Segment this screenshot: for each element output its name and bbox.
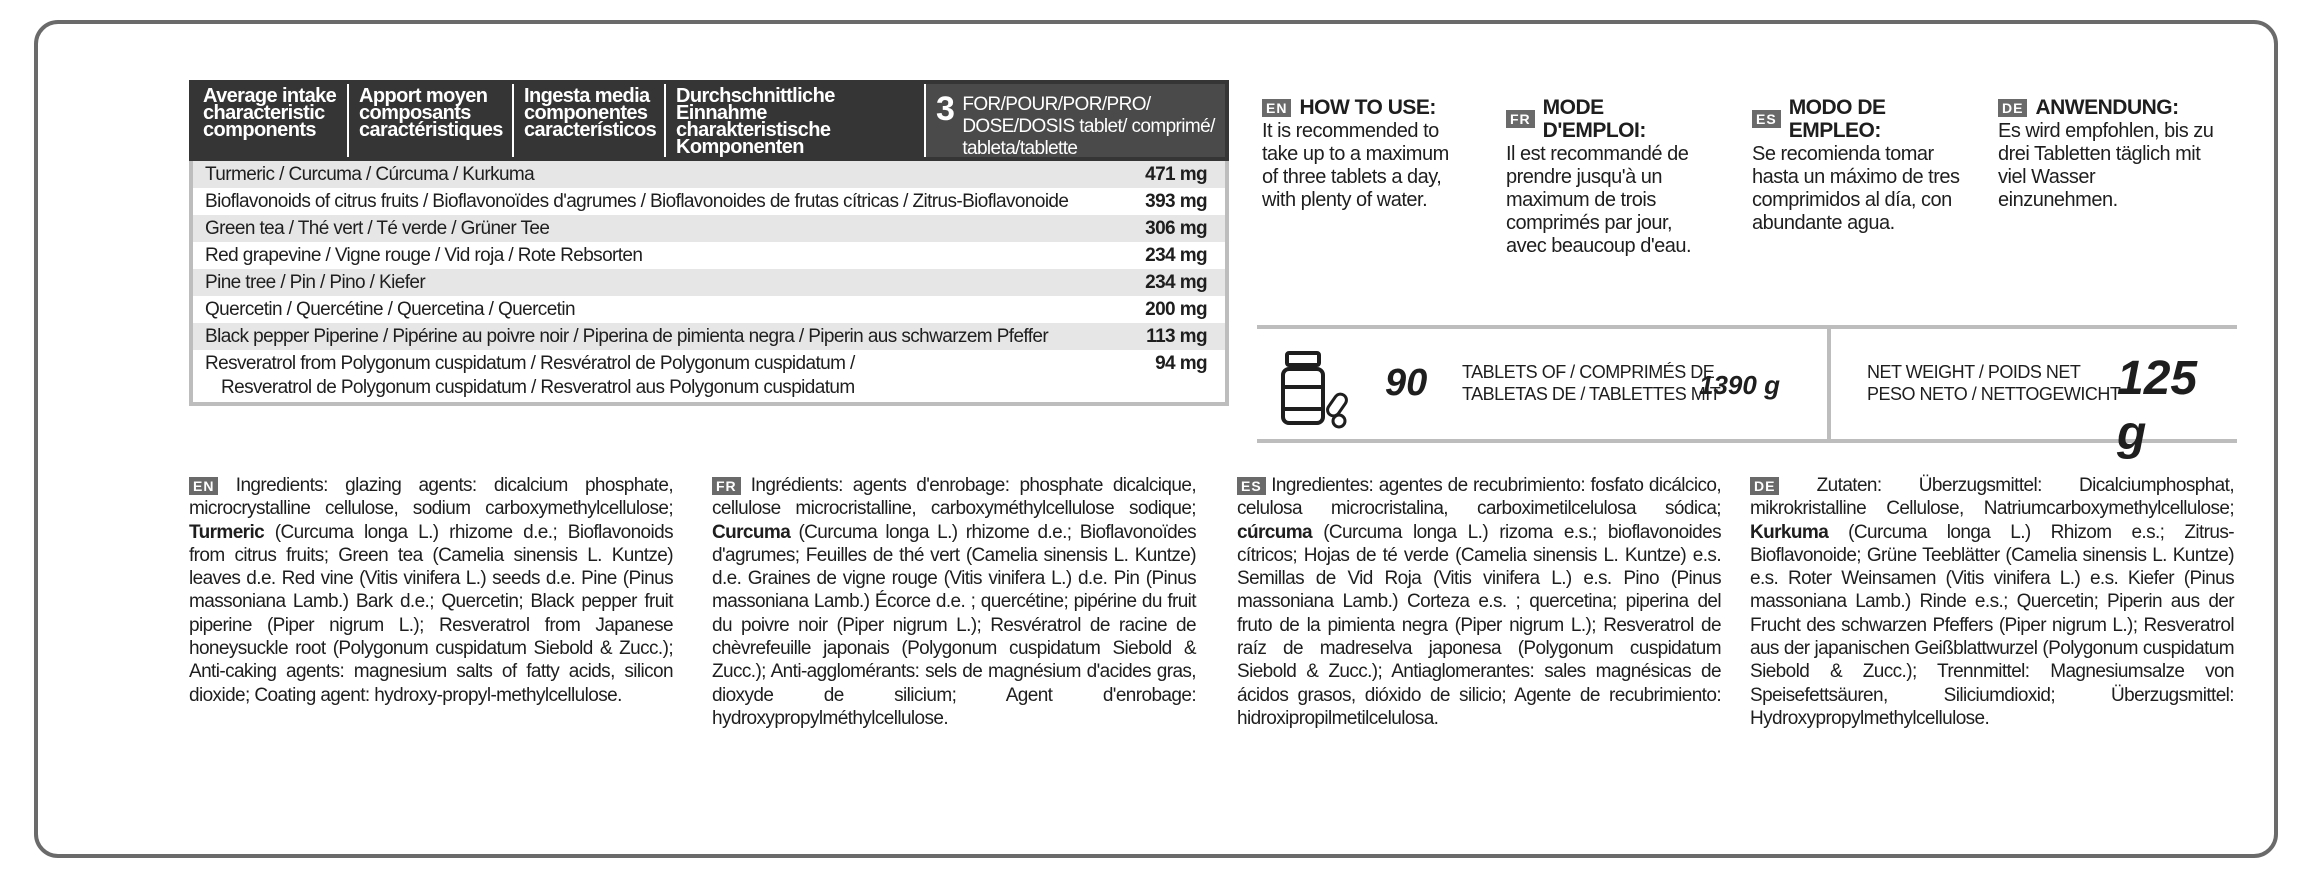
row-name — [205, 352, 855, 400]
ingredients-text: Ingredients: glazing agents: dicalcium phosphate, microcrystalline cellulose, sodium carboxymethylcellulose; — [189, 475, 673, 520]
how-to-use-text: Es wird empfohlen, bis zu drei Tabletten täglich mit viel Wasser einzunehmen. — [1998, 120, 2214, 211]
composition-table — [189, 80, 1229, 406]
row-amount: 471 mg — [1145, 164, 1207, 185]
header-es: Ingesta media componentes característicos — [514, 84, 666, 157]
dose-label: FOR/POUR/POR/PRO/ DOSE/DOSIS tablet/ comprimé/ tableta/tablette — [962, 94, 1215, 159]
tablet-count-label — [1462, 361, 1720, 405]
tablet-count-label-1: TABLETS OF / COMPRIMÉS DE — [1462, 362, 1715, 382]
how-to-use-es — [1752, 96, 1972, 235]
row-amount: 113 mg — [1146, 326, 1207, 347]
header-de: Durchschnittliche Einnahme charakteristische Komponenten — [666, 84, 926, 157]
table-row — [193, 188, 1225, 215]
ingredients-fr — [712, 474, 1196, 730]
lang-tag-fr: FR — [1506, 110, 1535, 128]
lang-tag-en: EN — [1262, 99, 1291, 117]
table-row — [193, 296, 1225, 323]
how-to-use-text: Se recomienda tomar hasta un máximo de tres comprimidos al día, con abundante agua. — [1752, 143, 1960, 234]
row-amount: 306 mg — [1145, 218, 1207, 239]
how-to-use-title: ANWENDUNG: — [2035, 96, 2179, 119]
lang-tag-de: DE — [1998, 99, 2027, 117]
ingredients-highlight: Turmeric — [189, 521, 265, 543]
table-row — [193, 215, 1225, 242]
how-to-use-fr — [1506, 96, 1706, 258]
table-row — [193, 269, 1225, 296]
header-fr: Apport moyen composants caractéristiques — [349, 84, 514, 157]
ingredients-text: Ingrédients: agents d'enrobage: phosphate dicalcique, cellulose microcristalline, carboxyméthylcellulose sodique; — [712, 475, 1196, 520]
net-weight: 125 g — [2117, 352, 2198, 460]
how-to-use-text: It is recommended to take up to a maximum of three tablets a day, with plenty of water. — [1262, 120, 1449, 211]
ingredients-text: (Curcuma longa L.) rhizome d.e.; Bioflavonoïdes d'agrumes; Feuilles de thé vert (Camelia sinensis L. Kuntze) d.e. Graines de vigne rouge (Vitis vinifera L.) d.e. Pin (Pinus massoniana Lamb.) Écorce d.e. ; quercétine; pipérine du fruit du poivre noir (Piper nigrum L.); Resvératrol de racine de chèvrefeuille japonais (Polygonum cuspidatum Siebold & Zucc.); Anti-agglomérants: sels de magnésium d'acides gras, dioxyde de silicium; Agent d'enrobage: hydroxypropylméthylcellulose. — [712, 521, 1196, 729]
row-name: Quercetin / Quercétine / Quercetina / Quercetin — [205, 299, 575, 320]
ingredients-text: Ingredientes: agentes de recubrimiento: fosfato dicálcico, celulosa microcristalina, carboximetilcelulosa sódica; — [1237, 475, 1721, 520]
row-name: Black pepper Piperine / Pipérine au poivre noir / Piperina de pimienta negra / Piperin aus schwarzem Pfeffer — [205, 326, 1049, 347]
lang-tag-en: EN — [189, 477, 218, 495]
row-amount: 234 mg — [1145, 272, 1207, 293]
row-amount: 234 mg — [1145, 245, 1207, 266]
row-amount: 393 mg — [1145, 191, 1207, 212]
ingredients-text: Zutaten: Überzugsmittel: Dicalciumphosphat, mikrokristalline Cellulose, Natriumcarboxymethylcellulose; — [1750, 475, 2234, 520]
table-header — [189, 80, 1229, 161]
how-to-use-title: HOW TO USE: — [1299, 96, 1436, 119]
ingredients-de — [1750, 474, 2234, 730]
ingredients-es — [1237, 474, 1721, 730]
table-row — [193, 350, 1225, 402]
ingredients-text: (Curcuma longa L.) rizoma e.s.; bioflavonoides cítricos; Hojas de té verde (Camelia sinensis L. Kuntze) e.s. Semillas de Vid Roja (Vitis vinifera L.) e.s. Pino (Pinus massoniana Lamb.) Corteza e.s. ; quercetina; piperina del fruto de la pimienta negra (Piper nigrum L.); Resveratrol de raíz de madreselva japonesa (Polygonum cuspidatum Siebold & Zucc.); Antiaglomerantes: sales magnésicas de ácidos grasos, dióxido de silicio; Agente de recubrimiento: hidroxipropilmetilcelulosa. — [1237, 521, 1721, 729]
how-to-use-text: Il est recommandé de prendre jusqu'à un maximum de trois comprimés par jour, avec beaucoup d'eau. — [1506, 143, 1692, 257]
tablet-weight: 1390 g — [1699, 370, 1780, 400]
net-weight-label-2: PESO NETO / NETTOGEWICHT — [1867, 384, 2121, 404]
row-name: Bioflavonoids of citrus fruits / Bioflavonoïdes d'agrumes / Bioflavonoides de frutas cítricas / Zitrus-Bioflavonoide — [205, 191, 1069, 212]
ingredients-highlight: Curcuma — [712, 521, 791, 543]
ingredients-text: (Curcuma longa L.) Rhizom e.s.; Zitrus-Bioflavonoide; Grüne Teeblätter (Camelia sinensis L. Kuntze) e.s. Roter Weinsamen (Vitis vinifera L.) e.s. Kiefer (Pinus massoniana Lamb.) Rinde e.s.; Quercetin; Piperin aus der Frucht des schwarzen Pfeffers (Piper nigrum L.); Resveratrol aus der japanischen Geißblattwurzel (Polygonum cuspidatum Siebold & Zucc.); Trennmittel: Magnesiumsalze von Speisefettsäuren, Siliciumdioxid; Überzugsmittel: Hydroxypropylmethylcellulose. — [1750, 521, 2234, 729]
table-body — [189, 161, 1229, 406]
row-name: Red grapevine / Vigne rouge / Vid roja / Rote Rebsorten — [205, 245, 643, 266]
quantity-box — [1257, 325, 2237, 460]
header-dose — [926, 84, 1225, 157]
lang-tag-fr: FR — [712, 477, 741, 495]
info-divider — [1827, 329, 1831, 439]
pill-jar-icon — [1279, 349, 1369, 429]
how-to-use-title: MODE D'EMPLOI: — [1542, 96, 1646, 142]
row-amount: 200 mg — [1145, 299, 1207, 320]
row-name-line1: Resveratrol from Polygonum cuspidatum / Resvératrol de Polygonum cuspidatum / — [205, 353, 855, 374]
ingredients-highlight: Kurkuma — [1750, 521, 1829, 543]
row-name: Green tea / Thé vert / Té verde / Grüner Tee — [205, 218, 550, 239]
ingredients-highlight: cúrcuma — [1237, 521, 1313, 543]
row-amount: 94 mg — [1155, 353, 1207, 374]
row-name: Pine tree / Pin / Pino / Kiefer — [205, 272, 426, 293]
net-weight-label — [1867, 361, 2120, 405]
table-row — [193, 161, 1225, 188]
row-name-line2: Resveratrol de Polygonum cuspidatum / Resveratrol aus Polygonum cuspidatum — [221, 377, 855, 398]
tablet-count: 90 — [1385, 362, 1428, 404]
how-to-use-de — [1998, 96, 2218, 212]
how-to-use-en — [1262, 96, 1462, 212]
net-weight-label-1: NET WEIGHT / POIDS NET — [1867, 362, 2081, 382]
row-name: Turmeric / Curcuma / Cúrcuma / Kurkuma — [205, 164, 535, 185]
table-row — [193, 323, 1225, 350]
table-row — [193, 242, 1225, 269]
ingredients-en — [189, 474, 673, 707]
how-to-use-title: MODO DE EMPLEO: — [1788, 96, 1886, 142]
lang-tag-de: DE — [1750, 477, 1779, 495]
header-en: Average intake characteristic components — [193, 84, 349, 157]
ingredients-text: (Curcuma longa L.) rhizome d.e.; Bioflavonoids from citrus fruits; Green tea (Camelia sinensis L. Kuntze) leaves d.e. Red vine (Vitis vinifera L.) seeds d.e. Pine (Pinus massoniana Lamb.) Bark d.e.; Quercetin; Black pepper fruit piperine (Piper nigrum L.); Resveratrol from Japanese honeysuckle root (Polygonum cuspidatum Siebold & Zucc.); Anti-caking agents: magnesium salts of fatty acids, silicon dioxide; Coating agent: hydroxy-propyl-methylcellulose. — [189, 521, 673, 706]
lang-tag-es: ES — [1752, 110, 1781, 128]
tablet-count-label-2: TABLETAS DE / TABLETTES MIT — [1462, 384, 1721, 404]
dose-number: 3 — [936, 90, 955, 128]
lang-tag-es: ES — [1237, 477, 1266, 495]
